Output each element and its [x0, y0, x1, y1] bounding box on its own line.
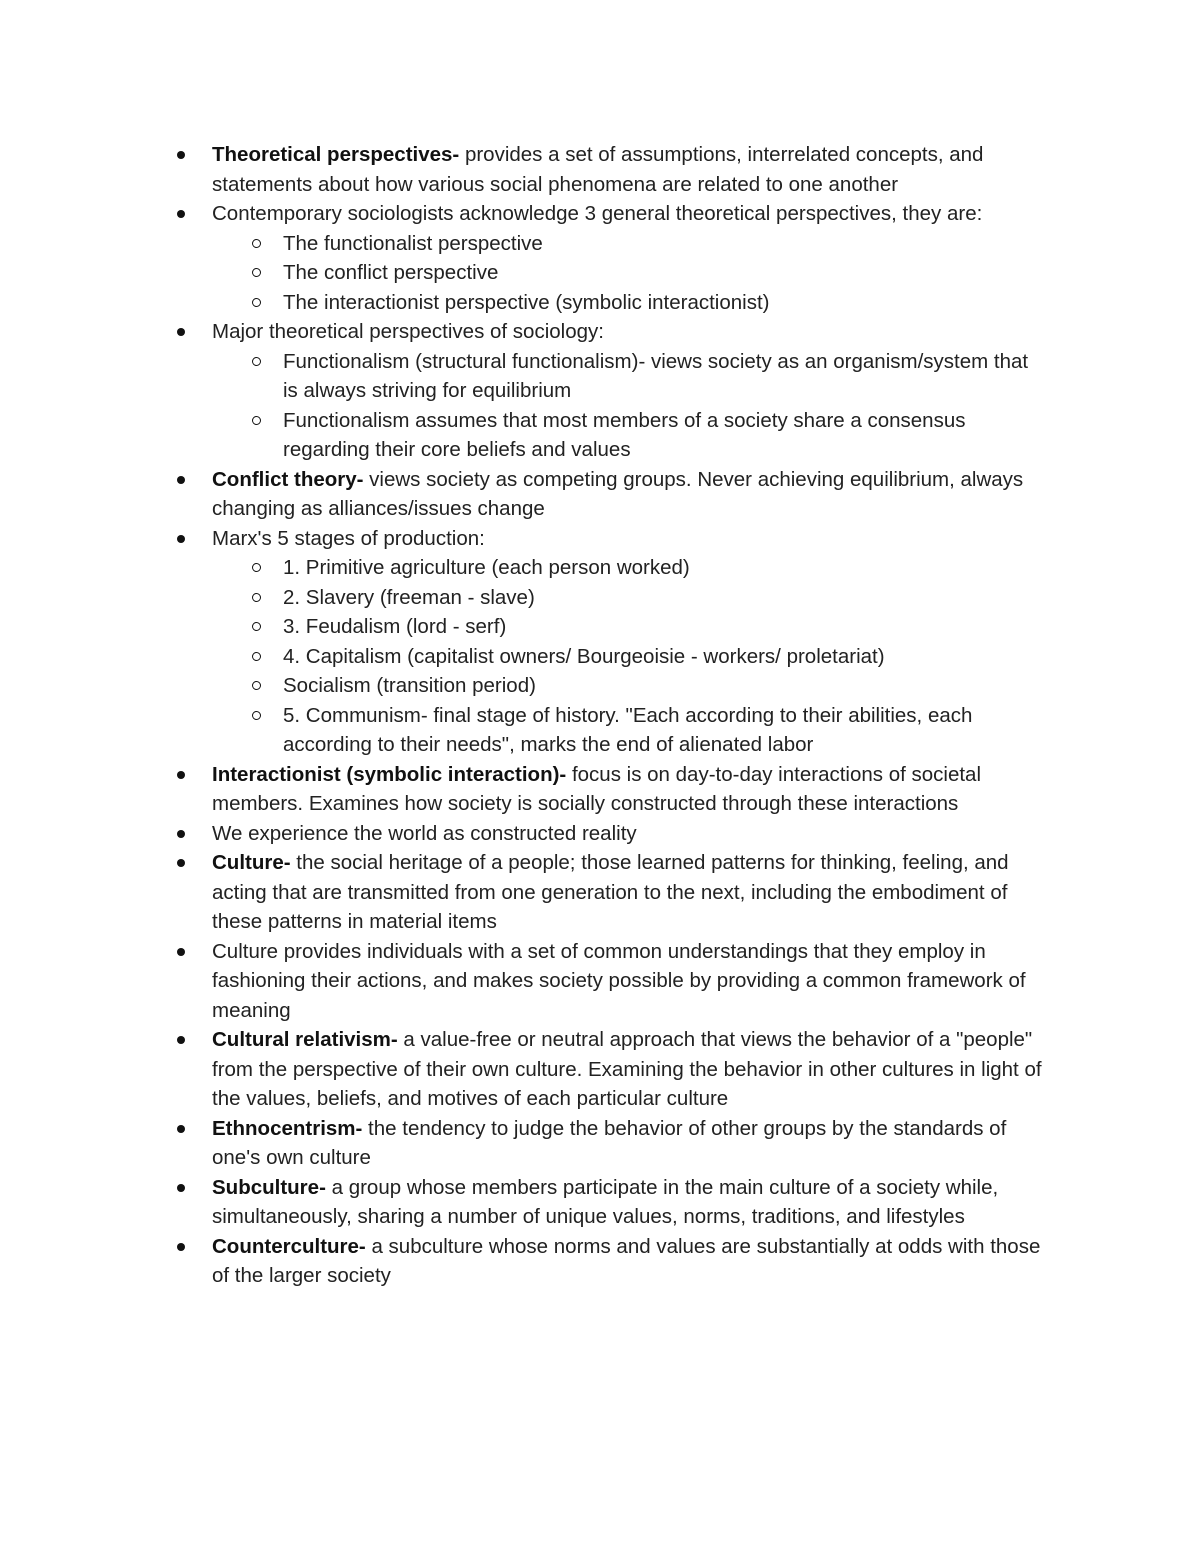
bullet-icon: [177, 1036, 185, 1044]
circle-bullet-icon: [252, 239, 261, 248]
sub-item-text: 3. Feudalism (lord - serf): [283, 615, 507, 638]
note-text: a group whose members participate in the main culture of a society while, simultaneously, sharing a number of unique values, norms, traditions, and lifestyles: [212, 1175, 999, 1228]
sub-item: [212, 288, 1038, 318]
sub-item: [212, 583, 1038, 613]
note-subculture: [0, 1173, 1052, 1232]
bullet-icon: [177, 1125, 185, 1133]
bullet-icon: [177, 151, 185, 159]
sub-item: [212, 406, 1038, 465]
circle-bullet-icon: [252, 416, 261, 425]
note-major-perspectives: [0, 317, 1052, 465]
note-term: Conflict theory-: [212, 467, 364, 491]
note-term: Ethnocentrism-: [212, 1116, 363, 1140]
note-ethnocentrism: [0, 1114, 1052, 1173]
circle-bullet-icon: [252, 357, 261, 366]
note-term: Interactionist (symbolic interaction)-: [212, 762, 567, 786]
note-text: a value-free or neutral approach that views the behavior of a "people" from the perspective of their own culture. Examining the behavior in other cultures in light of the values, beliefs, and motives of each particular culture: [212, 1028, 1042, 1110]
bullet-icon: [177, 535, 185, 543]
sub-item: [212, 671, 1038, 701]
circle-bullet-icon: [252, 268, 261, 277]
circle-bullet-icon: [252, 711, 261, 720]
sub-item-text: Functionalism (structural functionalism)- views society as an organism/system that is always striving for equilibrium: [283, 349, 1029, 402]
note-text: Culture provides individuals with a set of common understandings that they employ in fashioning their actions, and makes society possible by providing a common framework of meaning: [212, 939, 1026, 1022]
circle-bullet-icon: [252, 593, 261, 602]
sub-item-text: Socialism (transition period): [283, 674, 536, 697]
bullet-icon: [177, 771, 185, 779]
sub-item: [212, 642, 1038, 672]
note-term: Theoretical perspectives-: [212, 143, 460, 166]
sub-list: [212, 347, 1052, 465]
bullet-icon: [177, 1184, 185, 1192]
sub-item: [212, 612, 1038, 642]
bullet-icon: [177, 859, 185, 867]
circle-bullet-icon: [252, 622, 261, 631]
bullet-icon: [177, 476, 185, 484]
note-text: focus is on day-to-day interactions of societal members. Examines how society is socially constructed through these interactions: [212, 762, 982, 815]
sub-item-text: 1. Primitive agriculture (each person worked): [283, 556, 690, 579]
note-text: Contemporary sociologists acknowledge 3 general theoretical perspectives, they are:: [212, 202, 983, 225]
note-term: Subculture-: [212, 1175, 326, 1199]
bullet-icon: [177, 830, 185, 838]
note-text: We experience the world as constructed reality: [212, 821, 637, 845]
note-text: Major theoretical perspectives of sociology:: [212, 320, 604, 343]
bullet-icon: [177, 328, 185, 336]
sub-item-text: 5. Communism- final stage of history. "Each according to their abilities, each according to their needs", marks the end of alienated labor: [283, 703, 973, 756]
note-counterculture: [0, 1232, 1052, 1291]
note-culture: [0, 848, 1052, 937]
note-conflict-theory: [0, 465, 1052, 524]
sub-item-text: 2. Slavery (freeman - slave): [283, 585, 535, 609]
circle-bullet-icon: [252, 298, 261, 307]
sub-item: [212, 347, 1038, 406]
sub-item: [212, 701, 1038, 760]
note-text: Marx's 5 stages of production:: [212, 526, 485, 550]
sub-item-text: The interactionist perspective (symbolic interactionist): [283, 290, 770, 314]
sub-item-text: The conflict perspective: [283, 261, 499, 284]
note-term: Culture-: [212, 851, 291, 874]
note-text: the social heritage of a people; those learned patterns for thinking, feeling, and acting that are transmitted from one generation to the next, including the embodiment of these patterns in material items: [212, 851, 1009, 933]
sub-item: [212, 553, 1038, 583]
sub-item-text: Functionalism assumes that most members of a society share a consensus regarding their core beliefs and values: [283, 408, 966, 461]
note-term: Counterculture-: [212, 1234, 366, 1258]
note-culture-provides: [0, 937, 1052, 1026]
note-term: Cultural relativism-: [212, 1028, 398, 1051]
note-text: the tendency to judge the behavior of other groups by the standards of one's own culture: [212, 1116, 1007, 1169]
sub-item: [212, 258, 1038, 288]
sub-item: [212, 229, 1038, 259]
sub-list: [212, 553, 1052, 760]
circle-bullet-icon: [252, 563, 261, 572]
bullet-icon: [177, 948, 185, 956]
note-theoretical-perspectives: [0, 140, 1052, 199]
notes-list: [0, 140, 1200, 1291]
note-marx-stages: [0, 524, 1052, 760]
note-text: a subculture whose norms and values are substantially at odds with those of the larger society: [212, 1234, 1041, 1287]
sub-list: [212, 229, 1052, 318]
bullet-icon: [177, 210, 185, 218]
bullet-icon: [177, 1243, 185, 1251]
sub-item-text: 4. Capitalism (capitalist owners/ Bourgeoisie - workers/ proletariat): [283, 644, 885, 668]
circle-bullet-icon: [252, 652, 261, 661]
note-text: views society as competing groups. Never achieving equilibrium, always changing as alliances/issues change: [212, 467, 1024, 520]
note-constructed-reality: [0, 819, 1052, 849]
circle-bullet-icon: [252, 681, 261, 690]
note-interactionist: [0, 760, 1052, 819]
note-cultural-relativism: [0, 1025, 1052, 1114]
sub-item-text: The functionalist perspective: [283, 231, 543, 255]
note-text: provides a set of assumptions, interrelated concepts, and statements about how various social phenomena are related to one another: [212, 143, 984, 196]
note-contemporary: [0, 199, 1052, 317]
